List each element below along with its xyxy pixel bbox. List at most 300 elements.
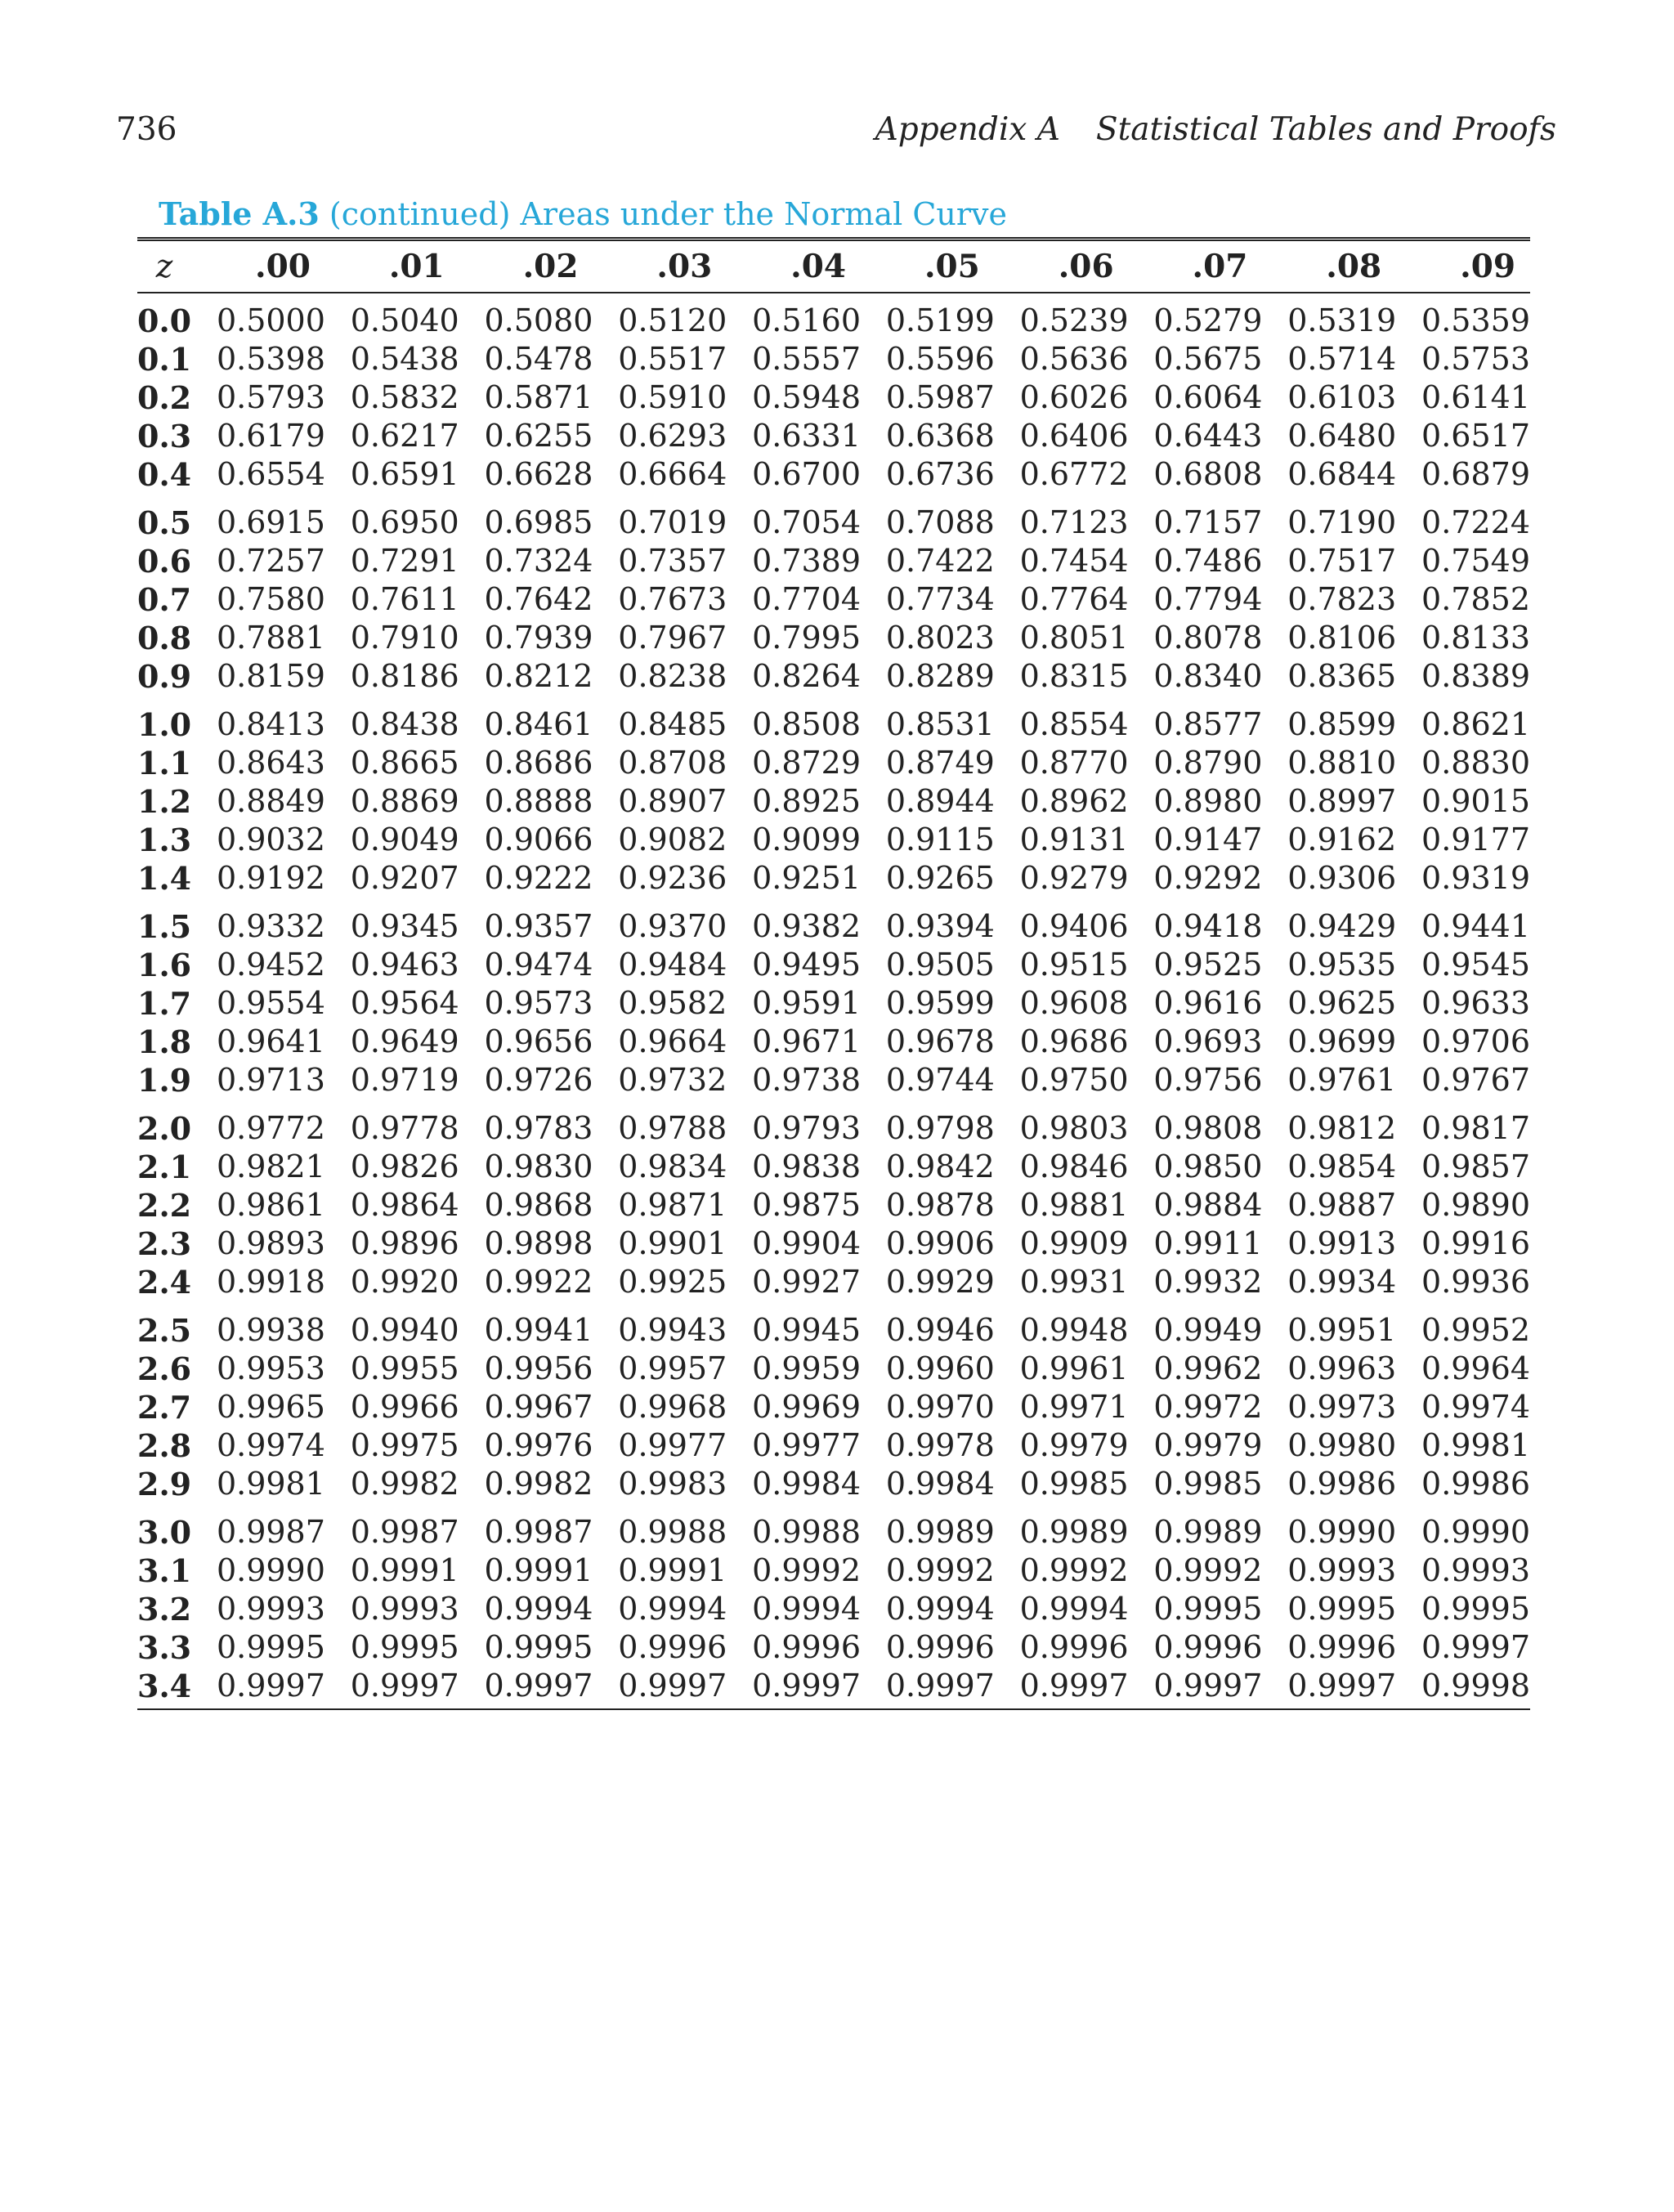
area-cell: 0.7422 [885, 543, 995, 579]
z-value-cell: 2.8 [137, 1427, 192, 1464]
area-cell: 0.5596 [885, 341, 995, 377]
area-cell: 0.9099 [752, 822, 862, 857]
area-cell: 0.9881 [1019, 1187, 1129, 1223]
area-cell: 0.9969 [752, 1389, 862, 1425]
area-cell: 0.9911 [1153, 1225, 1263, 1261]
table-row [137, 340, 1530, 378]
area-cell: 0.9995 [1153, 1591, 1263, 1627]
area-cell: 0.9761 [1287, 1062, 1397, 1098]
z-value-cell: 1.5 [137, 908, 192, 945]
table-row [137, 1061, 1530, 1099]
area-cell: 0.9948 [1019, 1312, 1129, 1348]
page-number: 736 [116, 111, 177, 148]
area-cell: 0.9985 [1019, 1466, 1129, 1502]
area-cell: 0.9192 [216, 860, 325, 896]
area-cell: 0.9963 [1287, 1350, 1397, 1386]
area-cell: 0.5714 [1287, 341, 1397, 377]
area-cell: 0.9997 [484, 1668, 593, 1704]
area-cell: 0.6064 [1153, 379, 1263, 415]
z-value-cell: 3.3 [137, 1629, 192, 1666]
area-cell: 0.9996 [1019, 1629, 1129, 1665]
z-value-cell: 0.4 [137, 456, 192, 493]
area-cell: 0.9846 [1019, 1149, 1129, 1184]
table-row [137, 1148, 1530, 1186]
column-header-z: z [137, 240, 191, 293]
area-cell: 0.5478 [484, 341, 593, 377]
area-cell: 0.5636 [1019, 341, 1129, 377]
area-cell: 0.9699 [1287, 1023, 1397, 1059]
area-cell: 0.9997 [216, 1668, 325, 1704]
table-row [137, 619, 1530, 657]
area-cell: 0.9706 [1421, 1023, 1530, 1059]
area-cell: 0.9949 [1153, 1312, 1263, 1348]
area-cell: 0.9967 [484, 1389, 593, 1425]
area-cell: 0.9564 [350, 985, 459, 1021]
area-cell: 0.9884 [1153, 1187, 1263, 1223]
area-cell: 0.7224 [1421, 504, 1530, 540]
area-cell: 0.8849 [216, 783, 325, 819]
area-cell: 0.9474 [484, 947, 593, 983]
area-cell: 0.8413 [216, 706, 325, 742]
table-row [137, 1225, 1530, 1263]
area-cell: 0.6255 [484, 418, 593, 454]
area-cell: 0.5871 [484, 379, 593, 415]
area-cell: 0.9981 [216, 1466, 325, 1502]
area-cell: 0.9997 [350, 1668, 459, 1704]
area-cell: 0.9997 [1153, 1668, 1263, 1704]
column-header: .09 [1396, 240, 1530, 293]
area-cell: 0.9808 [1153, 1110, 1263, 1146]
area-cell: 0.8340 [1153, 658, 1263, 694]
area-cell: 0.6591 [350, 456, 459, 492]
area-cell: 0.9713 [216, 1062, 325, 1098]
area-cell: 0.9974 [216, 1427, 325, 1463]
area-cell: 0.8461 [484, 706, 593, 742]
area-cell: 0.5239 [1019, 302, 1129, 338]
area-cell: 0.9756 [1153, 1062, 1263, 1098]
area-cell: 0.9974 [1421, 1389, 1530, 1425]
area-cell: 0.9996 [618, 1629, 727, 1665]
area-cell: 0.9406 [1019, 908, 1129, 944]
area-cell: 0.7517 [1287, 543, 1397, 579]
column-header: .01 [325, 240, 459, 293]
area-cell: 0.9857 [1421, 1149, 1530, 1184]
area-cell: 0.9979 [1019, 1427, 1129, 1463]
z-value-cell: 1.3 [137, 822, 192, 858]
area-cell: 0.7190 [1287, 504, 1397, 540]
z-value-cell: 1.7 [137, 985, 192, 1022]
z-value-cell: 0.9 [137, 658, 192, 695]
area-cell: 0.9890 [1421, 1187, 1530, 1223]
area-cell: 0.9989 [1153, 1514, 1263, 1550]
area-cell: 0.9994 [484, 1591, 593, 1627]
table-row [137, 744, 1530, 782]
z-value-cell: 0.7 [137, 581, 192, 618]
area-cell: 0.9955 [350, 1350, 459, 1386]
area-cell: 0.7019 [618, 504, 727, 540]
area-cell: 0.9952 [1421, 1312, 1530, 1348]
area-cell: 0.9994 [618, 1591, 727, 1627]
area-cell: 0.6368 [885, 418, 995, 454]
area-cell: 0.9941 [484, 1312, 593, 1348]
area-cell: 0.9838 [752, 1149, 862, 1184]
area-cell: 0.7088 [885, 504, 995, 540]
area-cell: 0.9821 [216, 1149, 325, 1184]
area-cell: 0.9971 [1019, 1389, 1129, 1425]
area-cell: 0.9989 [1019, 1514, 1129, 1550]
area-cell: 0.9980 [1287, 1427, 1397, 1463]
area-cell: 0.9893 [216, 1225, 325, 1261]
area-cell: 0.6844 [1287, 456, 1397, 492]
area-cell: 0.9904 [752, 1225, 862, 1261]
z-value-cell: 3.4 [137, 1668, 192, 1704]
area-cell: 0.8159 [216, 658, 325, 694]
area-cell: 0.5080 [484, 302, 593, 338]
area-cell: 0.8315 [1019, 658, 1129, 694]
area-cell: 0.9996 [1287, 1629, 1397, 1665]
area-cell: 0.9830 [484, 1149, 593, 1184]
area-cell: 0.8078 [1153, 620, 1263, 656]
area-cell: 0.9887 [1287, 1187, 1397, 1223]
area-cell: 0.6293 [618, 418, 727, 454]
table-row [137, 1667, 1530, 1709]
area-cell: 0.9812 [1287, 1110, 1397, 1146]
table-row [137, 542, 1530, 580]
area-cell: 0.9279 [1019, 860, 1129, 896]
z-value-cell: 1.8 [137, 1023, 192, 1060]
area-cell: 0.9484 [618, 947, 727, 983]
area-cell: 0.5319 [1287, 302, 1397, 338]
area-cell: 0.8238 [618, 658, 727, 694]
area-cell: 0.9901 [618, 1225, 727, 1261]
header-row [137, 240, 1530, 293]
area-cell: 0.9850 [1153, 1149, 1263, 1184]
area-cell: 0.7852 [1421, 581, 1530, 617]
area-cell: 0.9871 [618, 1187, 727, 1223]
area-cell: 0.9991 [618, 1552, 727, 1588]
table-row [137, 984, 1530, 1023]
area-cell: 0.6103 [1287, 379, 1397, 415]
z-value-cell: 1.9 [137, 1062, 192, 1099]
area-cell: 0.9505 [885, 947, 995, 983]
area-cell: 0.6664 [618, 456, 727, 492]
area-cell: 0.9744 [885, 1062, 995, 1098]
area-cell: 0.9177 [1421, 822, 1530, 857]
area-cell: 0.6217 [350, 418, 459, 454]
area-cell: 0.9987 [216, 1514, 325, 1550]
area-cell: 0.9678 [885, 1023, 995, 1059]
area-cell: 0.9995 [484, 1629, 593, 1665]
area-cell: 0.9961 [1019, 1350, 1129, 1386]
area-cell: 0.9984 [752, 1466, 862, 1502]
area-cell: 0.8770 [1019, 745, 1129, 781]
table-row [137, 1301, 1530, 1350]
area-cell: 0.5675 [1153, 341, 1263, 377]
area-cell: 0.7704 [752, 581, 862, 617]
area-cell: 0.9996 [1153, 1629, 1263, 1665]
area-cell: 0.9993 [1421, 1552, 1530, 1588]
running-head [875, 111, 1556, 148]
area-cell: 0.9875 [752, 1187, 862, 1223]
z-value-cell: 2.7 [137, 1389, 192, 1426]
area-cell: 0.9147 [1153, 822, 1263, 857]
normal-curve-table [137, 237, 1530, 1710]
area-cell: 0.9981 [1421, 1427, 1530, 1463]
area-cell: 0.9599 [885, 985, 995, 1021]
area-cell: 0.9978 [885, 1427, 995, 1463]
area-cell: 0.8830 [1421, 745, 1530, 781]
area-cell: 0.7734 [885, 581, 995, 617]
table-row [137, 1186, 1530, 1225]
z-value-cell: 3.0 [137, 1514, 192, 1551]
table-row [137, 417, 1530, 455]
area-cell: 0.9319 [1421, 860, 1530, 896]
area-cell: 0.9750 [1019, 1062, 1129, 1098]
area-cell: 0.9992 [885, 1552, 995, 1588]
column-header: .03 [593, 240, 727, 293]
column-header: .07 [1129, 240, 1263, 293]
area-cell: 0.6700 [752, 456, 862, 492]
area-cell: 0.9997 [1019, 1668, 1129, 1704]
table-row [137, 1590, 1530, 1628]
area-cell: 0.9803 [1019, 1110, 1129, 1146]
area-cell: 0.9993 [1287, 1552, 1397, 1588]
area-cell: 0.9162 [1287, 822, 1397, 857]
area-cell: 0.9995 [1421, 1591, 1530, 1627]
area-cell: 0.9854 [1287, 1149, 1397, 1184]
area-cell: 0.8810 [1287, 745, 1397, 781]
area-cell: 0.9913 [1287, 1225, 1397, 1261]
area-cell: 0.9929 [885, 1264, 995, 1300]
table-row [137, 1552, 1530, 1590]
z-value-cell: 2.1 [137, 1149, 192, 1185]
area-cell: 0.9788 [618, 1110, 727, 1146]
area-cell: 0.6736 [885, 456, 995, 492]
area-cell: 0.9868 [484, 1187, 593, 1223]
area-cell: 0.6480 [1287, 418, 1397, 454]
area-cell: 0.9649 [350, 1023, 459, 1059]
area-cell: 0.6772 [1019, 456, 1129, 492]
area-cell: 0.9222 [484, 860, 593, 896]
area-cell: 0.9817 [1421, 1110, 1530, 1146]
area-cell: 0.9979 [1153, 1427, 1263, 1463]
column-header: .00 [191, 240, 325, 293]
table-row [137, 378, 1530, 417]
area-cell: 0.9616 [1153, 985, 1263, 1021]
area-cell: 0.7673 [618, 581, 727, 617]
area-cell: 0.9976 [484, 1427, 593, 1463]
area-cell: 0.9995 [350, 1629, 459, 1665]
area-cell: 0.9998 [1421, 1668, 1530, 1704]
area-cell: 0.9956 [484, 1350, 593, 1386]
area-cell: 0.9861 [216, 1187, 325, 1223]
area-cell: 0.9545 [1421, 947, 1530, 983]
table-header [137, 240, 1530, 293]
area-cell: 0.9985 [1153, 1466, 1263, 1502]
z-value-cell: 0.2 [137, 379, 192, 416]
area-cell: 0.8708 [618, 745, 727, 781]
area-cell: 0.9633 [1421, 985, 1530, 1021]
area-cell: 0.8554 [1019, 706, 1129, 742]
area-cell: 0.9940 [350, 1312, 459, 1348]
table-row [137, 898, 1530, 946]
area-cell: 0.9991 [350, 1552, 459, 1588]
area-cell: 0.9798 [885, 1110, 995, 1146]
area-cell: 0.8944 [885, 783, 995, 819]
z-value-cell: 1.1 [137, 745, 192, 781]
z-value-cell: 0.8 [137, 620, 192, 656]
table-row [137, 455, 1530, 494]
area-cell: 0.8869 [350, 783, 459, 819]
area-cell: 0.6628 [484, 456, 593, 492]
area-cell: 0.7995 [752, 620, 862, 656]
table-caption [159, 195, 1007, 232]
area-cell: 0.5120 [618, 302, 727, 338]
running-head-appendix: Appendix A [875, 111, 1060, 148]
table-row [137, 1388, 1530, 1426]
area-cell: 0.9992 [1153, 1552, 1263, 1588]
area-cell: 0.8531 [885, 706, 995, 742]
area-cell: 0.6879 [1421, 456, 1530, 492]
area-cell: 0.9918 [216, 1264, 325, 1300]
area-cell: 0.9738 [752, 1062, 862, 1098]
z-value-cell: 2.5 [137, 1312, 192, 1349]
area-cell: 0.5987 [885, 379, 995, 415]
area-cell: 0.9984 [885, 1466, 995, 1502]
area-cell: 0.9994 [885, 1591, 995, 1627]
area-cell: 0.9834 [618, 1149, 727, 1184]
area-cell: 0.8133 [1421, 620, 1530, 656]
z-value-cell: 1.4 [137, 860, 192, 897]
area-cell: 0.7357 [618, 543, 727, 579]
area-cell: 0.8621 [1421, 706, 1530, 742]
area-cell: 0.7794 [1153, 581, 1263, 617]
area-cell: 0.9732 [618, 1062, 727, 1098]
area-cell: 0.9394 [885, 908, 995, 944]
area-cell: 0.7823 [1287, 581, 1397, 617]
area-cell: 0.6915 [216, 504, 325, 540]
area-cell: 0.9525 [1153, 947, 1263, 983]
area-cell: 0.9920 [350, 1264, 459, 1300]
area-cell: 0.8186 [350, 658, 459, 694]
area-cell: 0.9251 [752, 860, 862, 896]
table-caption-text: (continued) Areas under the Normal Curve [329, 196, 1008, 232]
area-cell: 0.9878 [885, 1187, 995, 1223]
area-cell: 0.6808 [1153, 456, 1263, 492]
column-header: .02 [459, 240, 593, 293]
area-cell: 0.9968 [618, 1389, 727, 1425]
area-cell: 0.9726 [484, 1062, 593, 1098]
area-cell: 0.8643 [216, 745, 325, 781]
table-row [137, 859, 1530, 898]
area-cell: 0.9656 [484, 1023, 593, 1059]
z-value-cell: 1.2 [137, 783, 192, 820]
area-cell: 0.9934 [1287, 1264, 1397, 1300]
area-cell: 0.7389 [752, 543, 862, 579]
area-cell: 0.8508 [752, 706, 862, 742]
area-cell: 0.5793 [216, 379, 325, 415]
area-cell: 0.7549 [1421, 543, 1530, 579]
area-cell: 0.9515 [1019, 947, 1129, 983]
area-cell: 0.5279 [1153, 302, 1263, 338]
area-cell: 0.5000 [216, 302, 325, 338]
area-cell: 0.9946 [885, 1312, 995, 1348]
area-cell: 0.7764 [1019, 581, 1129, 617]
area-cell: 0.9719 [350, 1062, 459, 1098]
area-cell: 0.9997 [1287, 1668, 1397, 1704]
table-row [137, 1503, 1530, 1552]
area-cell: 0.7881 [216, 620, 325, 656]
area-cell: 0.9495 [752, 947, 862, 983]
table-body [137, 293, 1530, 1709]
area-cell: 0.8962 [1019, 783, 1129, 819]
area-cell: 0.6141 [1421, 379, 1530, 415]
area-cell: 0.5948 [752, 379, 862, 415]
area-cell: 0.5398 [216, 341, 325, 377]
area-cell: 0.6406 [1019, 418, 1129, 454]
column-header: .06 [995, 240, 1129, 293]
area-cell: 0.9992 [752, 1552, 862, 1588]
area-cell: 0.8790 [1153, 745, 1263, 781]
area-cell: 0.9898 [484, 1225, 593, 1261]
area-cell: 0.8389 [1421, 658, 1530, 694]
table-row [137, 1628, 1530, 1667]
area-cell: 0.9988 [752, 1514, 862, 1550]
area-cell: 0.9997 [618, 1668, 727, 1704]
area-cell: 0.9783 [484, 1110, 593, 1146]
area-cell: 0.9236 [618, 860, 727, 896]
area-cell: 0.9960 [885, 1350, 995, 1386]
area-cell: 0.9970 [885, 1389, 995, 1425]
area-cell: 0.7910 [350, 620, 459, 656]
area-cell: 0.9977 [752, 1427, 862, 1463]
table-row [137, 657, 1530, 696]
area-cell: 0.8686 [484, 745, 593, 781]
area-cell: 0.9082 [618, 822, 727, 857]
area-cell: 0.9987 [484, 1514, 593, 1550]
area-cell: 0.6026 [1019, 379, 1129, 415]
area-cell: 0.9965 [216, 1389, 325, 1425]
area-cell: 0.9452 [216, 947, 325, 983]
area-cell: 0.9988 [618, 1514, 727, 1550]
area-cell: 0.9582 [618, 985, 727, 1021]
area-cell: 0.9664 [618, 1023, 727, 1059]
area-cell: 0.9990 [1287, 1514, 1397, 1550]
area-cell: 0.7486 [1153, 543, 1263, 579]
z-value-cell: 0.1 [137, 341, 192, 378]
area-cell: 0.9207 [350, 860, 459, 896]
area-cell: 0.9996 [885, 1629, 995, 1665]
area-cell: 0.9953 [216, 1350, 325, 1386]
table-row [137, 946, 1530, 984]
area-cell: 0.5832 [350, 379, 459, 415]
area-cell: 0.6179 [216, 418, 325, 454]
area-cell: 0.9429 [1287, 908, 1397, 944]
area-cell: 0.9995 [1287, 1591, 1397, 1627]
area-cell: 0.9772 [216, 1110, 325, 1146]
area-cell: 0.9975 [350, 1427, 459, 1463]
area-cell: 0.9964 [1421, 1350, 1530, 1386]
table-row [137, 782, 1530, 821]
area-cell: 0.9945 [752, 1312, 862, 1348]
area-cell: 0.9990 [1421, 1514, 1530, 1550]
z-value-cell: 2.3 [137, 1225, 192, 1262]
area-cell: 0.9345 [350, 908, 459, 944]
area-cell: 0.9032 [216, 822, 325, 857]
area-cell: 0.7157 [1153, 504, 1263, 540]
area-cell: 0.9641 [216, 1023, 325, 1059]
area-cell: 0.9049 [350, 822, 459, 857]
